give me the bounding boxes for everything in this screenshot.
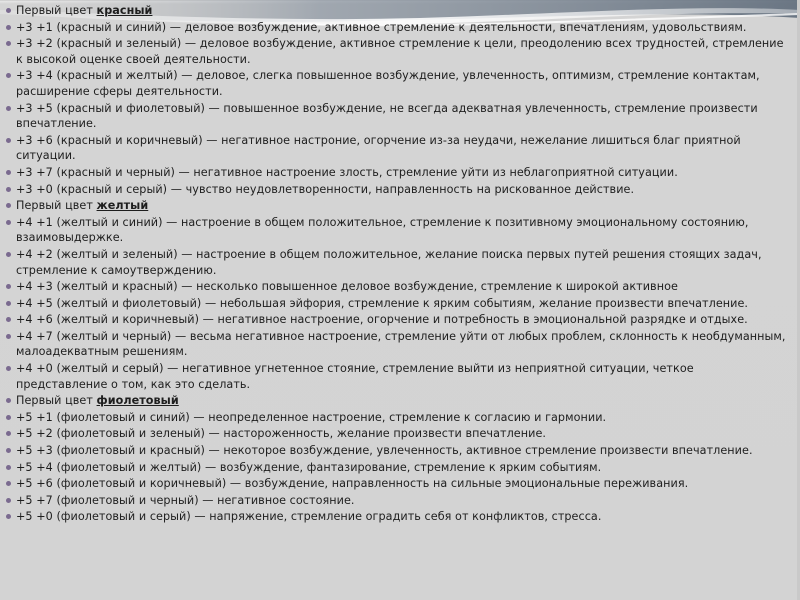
section-heading [16,393,786,409]
list-item [16,296,786,312]
bullet-icon [6,252,11,257]
list-item [16,493,786,509]
list-item [16,279,786,295]
list-item [16,426,786,442]
list-item [16,215,786,246]
bullet-icon [6,448,11,453]
list-item-text: +3 +1 (красный и синий) — деловое возбуждение, активное стремление к деятельности, впечатлениям, удовольствиям. [16,20,747,34]
list-item [16,133,786,164]
heading-prefix: Первый цвет [16,199,97,213]
list-item-text: +3 +4 (красный и желтый) — деловое, слегка повышенное возбуждение, увлеченность, оптимизм, стремление контактам, расширение сферы деятельности. [16,69,760,98]
list-item [16,329,786,360]
list-item [16,165,786,181]
section-heading [16,3,786,19]
heading-color-name: желтый [96,199,149,213]
heading-prefix: Первый цвет [16,394,97,408]
list-item [16,36,786,67]
list-item [16,361,786,392]
list-item [16,312,786,328]
list-item-text: +5 +3 (фиолетовый и красный) — некоторое возбуждение, увлеченность, активное стремление произвести впечатление. [16,444,753,458]
list-item-text: +4 +3 (желтый и красный) — несколько повышенное деловое возбуждение, стремление к широкой активное [16,280,678,294]
list-item [16,182,786,198]
section-heading [16,198,786,214]
list-item-text: +5 +4 (фиолетовый и желтый) — возбуждение, фантазирование, стремление к ярким событиям. [16,460,602,474]
list-item-text: +5 +7 (фиолетовый и черный) — негативное состояние. [16,493,355,507]
list-item [16,20,786,36]
list-item-text: +4 +0 (желтый и серый) — негативное угнетенное стояние, стремление выйти из неприятной ситуации, четкое представление о том, как это сделать. [16,362,694,391]
heading-prefix: Первый цвет [16,4,97,17]
list-item [16,247,786,278]
heading-color-name: красный [96,4,153,17]
list-item-text: +5 +1 (фиолетовый и синий) — неопределенное настроение, стремление к согласию и гармонии. [16,410,607,424]
bullet-icon [6,301,11,306]
heading-color-name: фиолетовый [96,394,179,408]
bullet-icon [6,106,11,111]
list-item-text: +4 +7 (желтый и черный) — весьма негативное настроение, стремление уйти от любых проблем, склонность к необдуманным, малоадекватным решениям. [16,329,786,359]
list-item [16,476,786,492]
list-item-text: +4 +6 (желтый и коричневый) — негативное настроение, огорчение и потребность в эмоциональной разрядке и отдыхе. [16,313,748,327]
bullet-icon [6,25,11,30]
bullet-icon [6,220,11,225]
color-combinations-list [16,3,786,526]
bullet-icon [6,138,11,143]
list-item-text: +4 +2 (желтый и зеленый) — настроение в общем положительное, желание поиска первых путей решения стоящих задач, стремление к самоутверждению. [16,247,762,277]
list-item-text: +5 +2 (фиолетовый и зеленый) — настороженность, желание произвести впечатление. [16,427,547,441]
list-item-text: +4 +1 (желтый и синий) — настроение в общем положительное, стремление к позитивному эмоциональному состоянию, взаимовыдержке. [16,215,749,245]
bullet-icon [6,187,11,192]
list-item-text: +4 +5 (желтый и фиолетовый) — небольшая эйфория, стремление к ярким событиям, желание произвести впечатление. [16,296,749,310]
list-item-text: +3 +0 (красный и серый) — чувство неудовлетворенности, направленность на рискованное действие. [16,182,635,196]
list-item-text: +5 +0 (фиолетовый и серый) — напряжение, стремление оградить себя от конфликтов, стресса. [16,510,602,524]
bullet-icon [6,465,11,470]
list-item-text: +5 +6 (фиолетовый и коричневый) — возбуждение, направленность на сильные эмоциональные переживания. [16,477,689,491]
bullet-icon [6,170,11,175]
list-item-text: +3 +7 (красный и черный) — негативное настроение злость, стремление уйти из неблагоприятной ситуации. [16,165,678,179]
list-item-text: +3 +5 (красный и фиолетовый) — повышенное возбуждение, не всегда адекватная увлеченность, стремление произвести впечатление. [16,101,758,131]
bullet-icon [6,334,11,339]
bullet-icon [6,415,11,420]
list-item [16,68,786,99]
bullet-icon [6,8,11,13]
list-item-text: +3 +6 (красный и коричневый) — негативное настроние, огорчение из-за неудачи, нежелание лишиться благ приятной ситуации. [16,133,741,163]
list-item [16,460,786,476]
bullet-icon [6,498,11,503]
list-item [16,410,786,426]
list-item-text: +3 +2 (красный и зеленый) — деловое возбуждение, активное стремление к цели, преодолению всех трудностей, стремление к высокой оценке своей деятельности. [16,37,784,66]
list-item [16,509,786,525]
list-item [16,443,786,459]
list-item [16,101,786,132]
